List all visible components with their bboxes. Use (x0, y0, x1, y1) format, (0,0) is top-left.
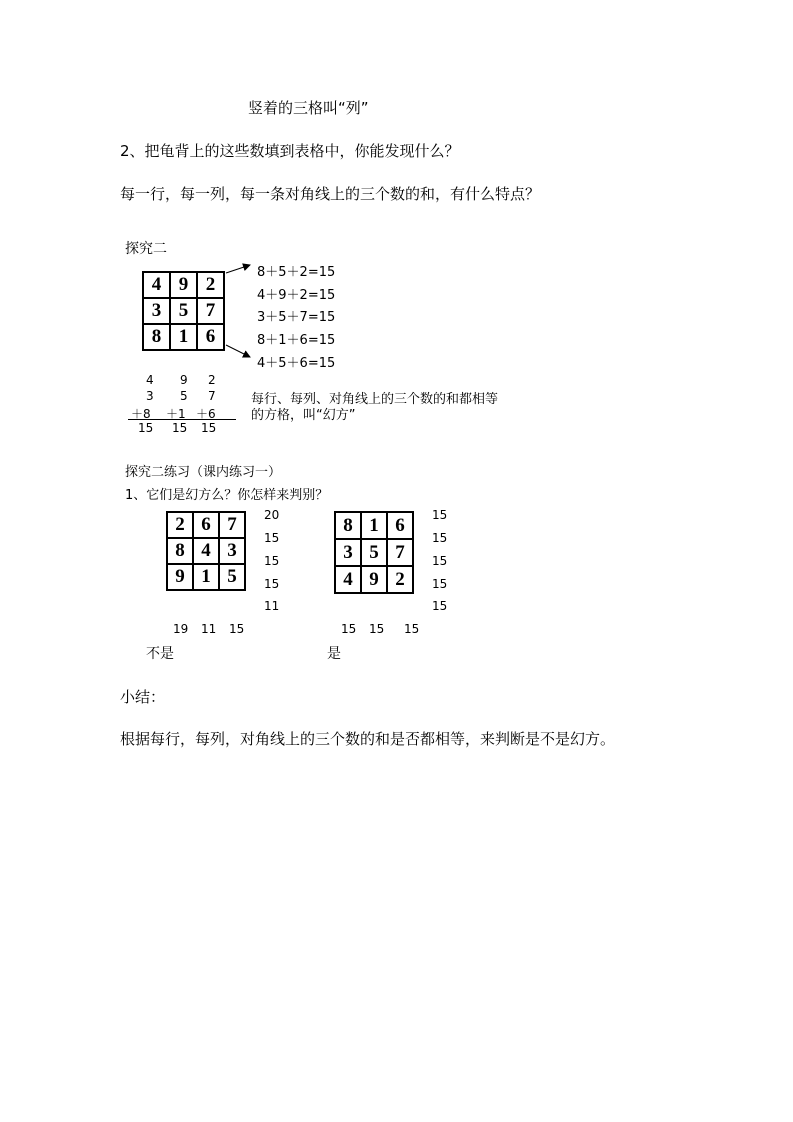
grid-cell: 6 (387, 512, 413, 539)
grid-cell: 1 (361, 512, 387, 539)
grid-row (167, 538, 245, 564)
right-sum: 20 (264, 508, 280, 522)
sum-digit: 9 (180, 373, 188, 387)
sum-total: 15 (138, 421, 154, 435)
sum-digit: 3 (146, 389, 154, 403)
grid-cell: 5 (219, 564, 245, 590)
sum-digit: 5 (180, 389, 188, 403)
practice-question-1: 1、它们是幻方么？你怎样来判别？ (125, 488, 329, 503)
grid-cell: 2 (197, 272, 224, 298)
grid-cell: 5 (170, 298, 197, 324)
square-a (166, 511, 246, 591)
magic-square-definition-2: 的方格，叫“幻方” (251, 408, 356, 423)
grid-cell: 3 (143, 298, 170, 324)
question-2: 2、把龟背上的这些数填到表格中，你能发现什么？ (120, 142, 460, 160)
bottom-sum: 11 (201, 622, 217, 636)
grid-cell: 7 (197, 298, 224, 324)
arrow-up-right (226, 265, 250, 273)
sum-digit: 7 (208, 389, 216, 403)
square-b (334, 511, 414, 594)
equation: 8＋5＋2=15 (257, 265, 336, 280)
right-sum: 15 (432, 531, 448, 545)
grid-cell: 9 (170, 272, 197, 298)
summary-title: 小结： (120, 688, 166, 706)
equation: 4＋5＋6=15 (257, 356, 336, 371)
grid-cell: 9 (361, 566, 387, 593)
sum-total: 15 (201, 421, 217, 435)
arrow-down-right (226, 345, 250, 357)
grid-row (335, 539, 413, 566)
grid-cell: 2 (387, 566, 413, 593)
verdict-b: 是 (327, 646, 341, 662)
right-sum: 15 (432, 554, 448, 568)
bottom-sum: 15 (404, 622, 420, 636)
sum-line (128, 419, 236, 420)
grid-row (167, 512, 245, 538)
equation: 4＋9＋2=15 (257, 288, 336, 303)
column-definition: 竖着的三格叫“列” (248, 99, 369, 117)
sum-digit: ＋1 (166, 407, 186, 421)
grid-cell: 1 (170, 324, 197, 350)
grid-row (335, 512, 413, 539)
grid-cell: 2 (167, 512, 193, 538)
grid-cell: 4 (335, 566, 361, 593)
magic-square-definition-1: 每行、每列、对角线上的三个数的和都相等 (251, 392, 499, 407)
sum-digit: ＋6 (196, 407, 216, 421)
sum-digit: 4 (146, 373, 154, 387)
right-sum: 15 (432, 508, 448, 522)
grid-cell: 7 (219, 512, 245, 538)
grid-cell: 3 (335, 539, 361, 566)
bottom-sum: 15 (369, 622, 385, 636)
grid-cell: 6 (193, 512, 219, 538)
sum-digit: ＋8 (131, 407, 151, 421)
bottom-sum: 19 (173, 622, 189, 636)
sum-total: 15 (172, 421, 188, 435)
practice-title: 探究二练习（课内练习一） (125, 465, 282, 480)
explore-2-title: 探究二 (125, 241, 167, 257)
right-sum: 15 (264, 531, 280, 545)
grid-cell: 8 (335, 512, 361, 539)
verdict-a: 不是 (146, 646, 174, 662)
equation: 8＋1＋6=15 (257, 333, 336, 348)
grid-cell: 8 (143, 324, 170, 350)
grid-row (335, 566, 413, 593)
bottom-sum: 15 (341, 622, 357, 636)
right-sum: 15 (264, 577, 280, 591)
grid-cell: 7 (387, 539, 413, 566)
grid-cell: 6 (197, 324, 224, 350)
right-sum: 15 (432, 577, 448, 591)
grid-cell: 8 (167, 538, 193, 564)
right-sum: 15 (264, 554, 280, 568)
summary-text: 根据每行，每列，对角线上的三个数的和是否都相等，来判断是不是幻方。 (120, 730, 616, 748)
grid-cell: 9 (167, 564, 193, 590)
right-sum: 15 (432, 599, 448, 613)
right-sum: 11 (264, 599, 280, 613)
grid-cell: 1 (193, 564, 219, 590)
grid-cell: 4 (143, 272, 170, 298)
equation: 3＋5＋7=15 (257, 310, 336, 325)
grid-cell: 3 (219, 538, 245, 564)
grid-cell: 5 (361, 539, 387, 566)
grid-cell: 4 (193, 538, 219, 564)
grid-row (167, 564, 245, 590)
sum-digit: 2 (208, 373, 216, 387)
question-2-sub: 每一行，每一列，每一条对角线上的三个数的和，有什么特点？ (120, 185, 541, 203)
bottom-sum: 15 (229, 622, 245, 636)
